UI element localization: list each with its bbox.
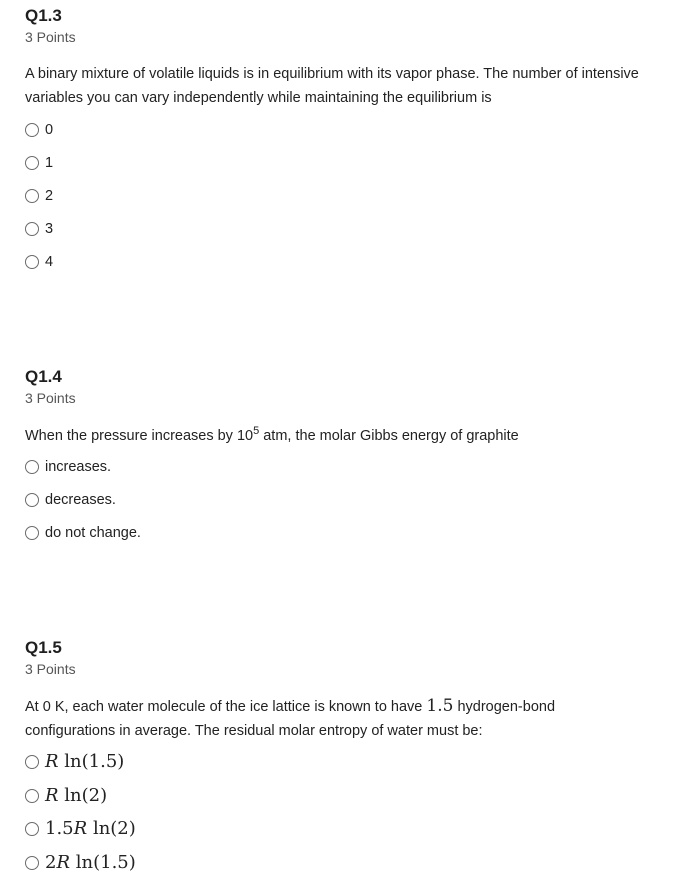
option-radio-r-ln-1-5[interactable]: [25, 752, 124, 772]
radio-button-icon[interactable]: [25, 822, 39, 836]
question-text: At 0 K, each water molecule of the ice lattice is known to have 1.5 hydrogen-bond configurations in average. The residual molar entropy of water must be:: [25, 696, 556, 739]
option-label: 1: [45, 155, 54, 171]
question-title: Q1.5: [25, 638, 62, 657]
radio-button-icon[interactable]: [25, 189, 39, 203]
question-text: When the pressure increases by $10^5$ atm, the molar Gibbs energy of graphite: [25, 425, 519, 444]
option-label: do not change.: [45, 525, 141, 541]
option-label: 1.5R ln(2): [45, 818, 136, 839]
math-value: 1.5: [426, 696, 454, 716]
option-label: increases.: [45, 459, 112, 475]
option-radio-1-5r-ln-2[interactable]: [25, 819, 136, 839]
option-radio-1[interactable]: [25, 153, 53, 173]
option-radio-3[interactable]: [25, 219, 53, 239]
radio-button-icon[interactable]: [25, 856, 39, 870]
radio-button-icon[interactable]: [25, 222, 39, 236]
radio-button-icon[interactable]: [25, 526, 39, 540]
radio-button-icon[interactable]: [25, 460, 39, 474]
radio-button-icon[interactable]: [25, 156, 39, 170]
question-text: A binary mixture of volatile liquids is in equilibrium with its vapor phase. The number of intensive variables you can vary independently while maintaining the equilibrium is: [25, 66, 639, 106]
option-radio-r-ln-2[interactable]: [25, 786, 107, 806]
option-label: 4: [45, 254, 54, 270]
option-radio-4[interactable]: [25, 252, 53, 272]
option-label: 3: [45, 221, 54, 237]
radio-button-icon[interactable]: [25, 255, 39, 269]
question-q1-4: [25, 367, 655, 541]
question-points: 3 Points: [25, 661, 76, 677]
option-radio-0[interactable]: [25, 120, 53, 140]
question-title: Q1.3: [25, 6, 62, 25]
radio-button-icon[interactable]: [25, 493, 39, 507]
option-radio-decreases[interactable]: [25, 490, 116, 510]
option-radio-no-change[interactable]: [25, 523, 141, 543]
question-title: Q1.4: [25, 367, 62, 386]
option-label: 2R ln(1.5): [45, 852, 136, 873]
option-radio-increases[interactable]: [25, 457, 111, 477]
question-q1-3: [25, 6, 655, 270]
option-label: R ln(2): [45, 785, 108, 806]
option-radio-2r-ln-1-5[interactable]: [25, 853, 136, 873]
radio-button-icon[interactable]: [25, 789, 39, 803]
exponent: 5: [253, 425, 260, 438]
radio-button-icon[interactable]: [25, 123, 39, 137]
radio-button-icon[interactable]: [25, 755, 39, 769]
option-label: 0: [45, 122, 54, 138]
question-points: 3 Points: [25, 390, 76, 406]
option-label: 2: [45, 188, 54, 204]
option-label: decreases.: [45, 492, 116, 508]
question-q1-5: [25, 638, 655, 873]
question-points: 3 Points: [25, 29, 76, 45]
option-label: R ln(1.5): [45, 751, 125, 772]
option-radio-2[interactable]: [25, 186, 53, 206]
